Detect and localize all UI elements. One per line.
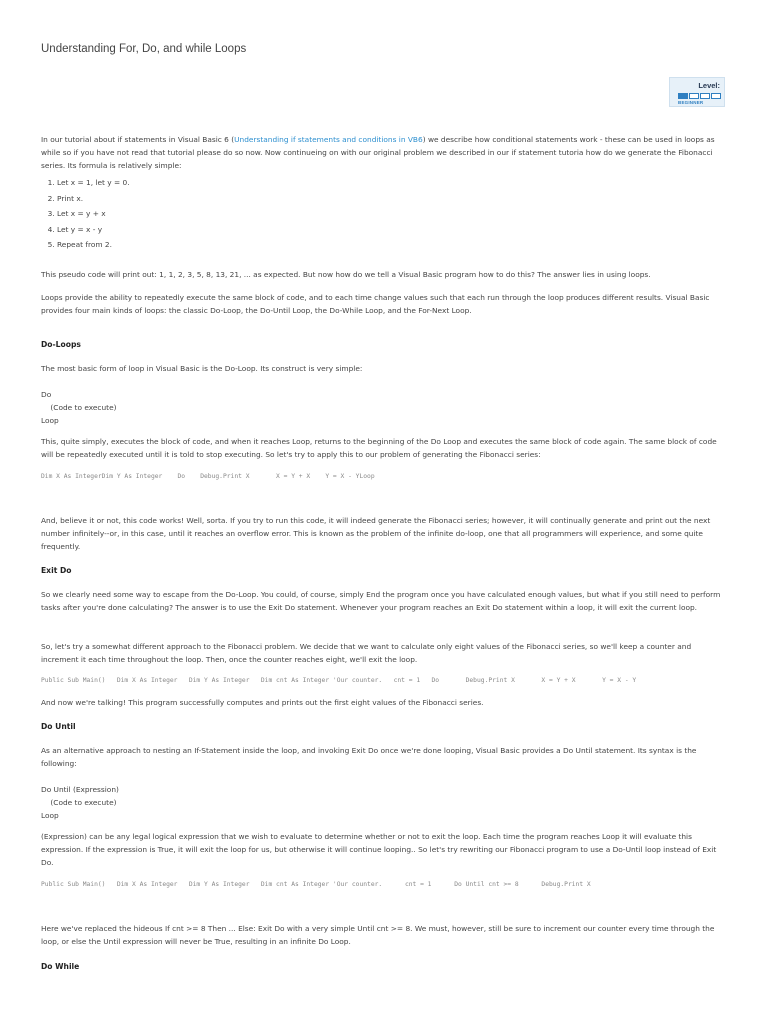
construct-do-until: Do Until (Expression) (Code to execute) Loop [41,785,119,820]
list-item: 2. Print x. [57,192,130,208]
heading-exit-do: Exit Do [41,566,72,575]
level-bar [700,93,710,99]
heading-do-while: Do While [41,962,80,971]
paragraph-replaced: Here we've replaced the hideous If cnt >= 8 Then ... Else: Exit Do with a very simple Until cnt >= 8. We must, however, still be sure to increment our counter every time through the loop, or else the Until expression will never be True, resulting in an infinite Do Loop. [41,924,715,946]
paragraph-counter: So, let's try a somewhat different approach to the Fibonacci problem. We decide that we want to calculate only eight values of the Fibonacci series, so we'll keep a counter and increment it each time throughout the loop. Then, once the counter reaches eight, we'll exit the loop. [41,642,692,664]
level-text: BEGINNER [678,100,704,105]
level-badge [669,77,725,107]
paragraph-pseudo: This pseudo code will print out: 1, 1, 2, 3, 5, 8, 13, 21, ... as expected. But now how do we tell a Visual Basic program how to do this? The answer lies in using loops. [41,270,651,279]
pseudo-code-steps [41,176,130,254]
level-bar [689,93,699,99]
intro-text: ) we describe how conditional statements work - these can be used in loops as while so if you have not read that tutorial please do so now. Now continueing on with our original problem we described in our if statement tutoria how do we generate the Fibonacci series. Its formula is relatively simple: [41,135,715,170]
intro-paragraph [41,133,731,172]
code-block-3: Public Sub Main() Dim X As Integer Dim Y As Integer Dim cnt As Integer 'Our counter. cnt = 1 Do Until cnt >= 8 Debug.Print X [41,881,591,888]
paragraph-basic: The most basic form of loop in Visual Basic is the Do-Loop. Its construct is very simple: [41,364,363,373]
paragraph-alternative: As an alternative approach to nesting an If-Statement inside the loop, and invoking Exit Do once we're done looping, Visual Basic provides a Do Until statement. Its syntax is the following: [41,746,697,768]
list-item: 1. Let x = 1, let y = 0. [57,176,130,192]
level-bar [711,93,721,99]
page-title: Understanding For, Do, and while Loops [41,43,247,55]
code-block-1: Dim X As IntegerDim Y As Integer Do Debug.Print X X = Y + X Y = X - YLoop [41,473,375,480]
paragraph-expression: (Expression) can be any legal logical expression that we wish to evaluate to determine whether or not to exit the loop. Each time the program reaches Loop it will evaluate this expression. If the expression is True, it will exit the loop for us, but otherwise it will continue looping.. So let's try rewriting our Fibonacci program to use a Do-Until loop instead of Exit Do. [41,832,717,867]
intro-text: In our tutorial about if statements in Visual Basic 6 ( [41,135,235,144]
paragraph-loops: Loops provide the ability to repeatedly execute the same block of code, and to each time change values such that each run through the loop produces different results. Visual Basic provides four main kinds of loops: the classic Do-Loop, the Do-Until Loop, the Do-While Loop, and the For-Next Loop. [41,293,710,315]
level-meter [678,93,721,99]
if-statements-tutorial-link[interactable]: Understanding if statements and conditions in VB6 [234,135,423,144]
list-item: 5. Repeat from 2. [57,238,130,254]
heading-do-loops: Do-Loops [41,340,81,349]
construct-do-loop: Do (Code to execute) Loop [41,390,117,425]
paragraph-talking: And now we're talking! This program successfully computes and prints out the first eight values of the Fibonacci series. [41,698,484,707]
heading-do-until: Do Until [41,722,76,731]
paragraph-simply: This, quite simply, executes the block of code, and when it reaches Loop, returns to the beginning of the Do Loop and executes the same block of code again. The same block of code will be repeatedly executed until it is told to stop executing. So let's try to apply this to our problem of generating the Fibonacci series: [41,437,717,459]
level-label: Level: [698,81,720,90]
code-block-2: Public Sub Main() Dim X As Integer Dim Y As Integer Dim cnt As Integer 'Our counter. cnt = 1 Do Debug.Print X X = Y + X Y = X - Y [41,677,637,684]
level-bar [678,93,688,99]
paragraph-believe: And, believe it or not, this code works! Well, sorta. If you try to run this code, it will indeed generate the Fibonacci series; however, it will continually generate and print out the next number infinitely--or, in this case, until it reaches an overflow error. This is known as the problem of the infinite do-loop, one that all programmers will experience, and some quite frequently. [41,516,711,551]
list-item: 4. Let y = x - y [57,223,130,239]
list-item: 3. Let x = y + x [57,207,130,223]
paragraph-exit-do: So we clearly need some way to escape from the Do-Loop. You could, of course, simply End the program once you have calculated enough values, but what if you still need to perform tasks after you're done calculating? The answer is to use the Exit Do statement. Whenever your program reaches an Exit Do statement within a loop, it will exit the current loop. [41,590,721,612]
